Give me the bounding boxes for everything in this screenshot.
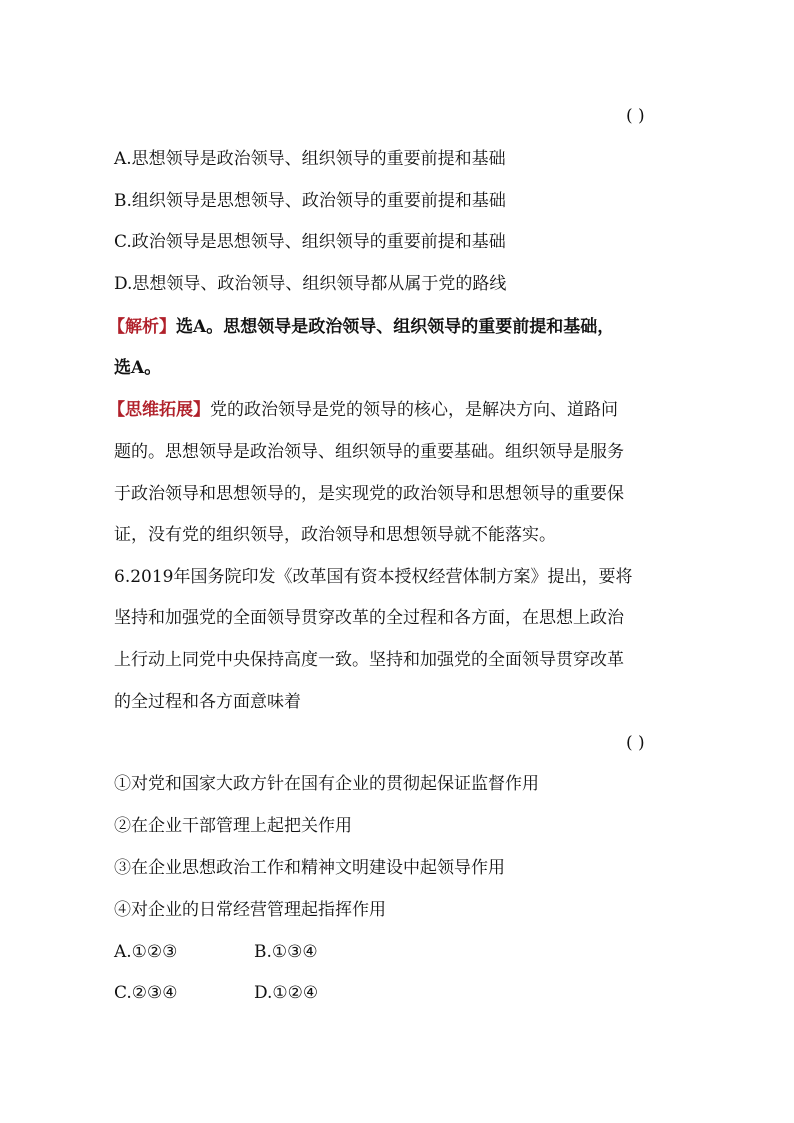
q6-answer-bracket: ( ) [626, 733, 645, 753]
q6-item-4: ④对企业的日常经营管理起指挥作用 [114, 900, 386, 920]
q6-stem-line2: 坚持和加强党的全面领导贯穿改革的全过程和各方面，在思想上政治 [114, 608, 624, 628]
q6-stem-line4: 的全过程和各方面意味着 [114, 692, 301, 712]
extension-tag: 【思维拓展】 [108, 400, 210, 420]
analysis-text-line1: 选A。思想领导是政治领导、组织领导的重要前提和基础， [176, 317, 615, 337]
q6-stem-line3: 上行动上同党中央保持高度一致。坚持和加强党的全面领导贯穿改革 [114, 650, 624, 670]
extension-text-line3: 于政治领导和思想领导的，是实现党的政治领导和思想领导的重要保 [114, 484, 624, 504]
q6-choice-a: A.①②③ [114, 942, 178, 962]
q6-choice-c: C.②③④ [114, 983, 178, 1003]
q5-option-b: B.组织领导是思想领导、政治领导的重要前提和基础 [114, 191, 506, 211]
extension-text-line1: 党的政治领导是党的领导的核心，是解决方向、道路问 [210, 400, 618, 420]
q6-item-3: ③在企业思想政治工作和精神文明建设中起领导作用 [114, 858, 505, 878]
q6-item-1: ①对党和国家大政方针在国有企业的贯彻起保证监督作用 [114, 774, 539, 794]
q6-choice-d: D.①②④ [254, 983, 319, 1003]
extension-text-line4: 证，没有党的组织领导，政治领导和思想领导就不能落实。 [114, 525, 556, 545]
q5-analysis [108, 315, 614, 339]
q6-stem-line1: 6.2019年国务院印发《改革国有资本授权经营体制方案》提出，要将 [114, 567, 633, 587]
q5-option-c: C.政治领导是思想领导、组织领导的重要前提和基础 [114, 232, 506, 252]
q5-extension [108, 398, 618, 422]
analysis-tag: 【解析】 [108, 317, 176, 337]
q5-option-a: A.思想领导是政治领导、组织领导的重要前提和基础 [114, 149, 506, 169]
extension-text-line2: 题的。思想领导是政治领导、组织领导的重要基础。组织领导是服务 [114, 442, 624, 462]
q6-choice-b: B.①③④ [254, 942, 318, 962]
q5-option-d: D.思想领导、政治领导、组织领导都从属于党的路线 [114, 274, 507, 294]
q6-item-2: ②在企业干部管理上起把关作用 [114, 816, 352, 836]
q5-answer-bracket: ( ) [626, 106, 645, 126]
analysis-text-line2: 选A。 [114, 358, 162, 378]
